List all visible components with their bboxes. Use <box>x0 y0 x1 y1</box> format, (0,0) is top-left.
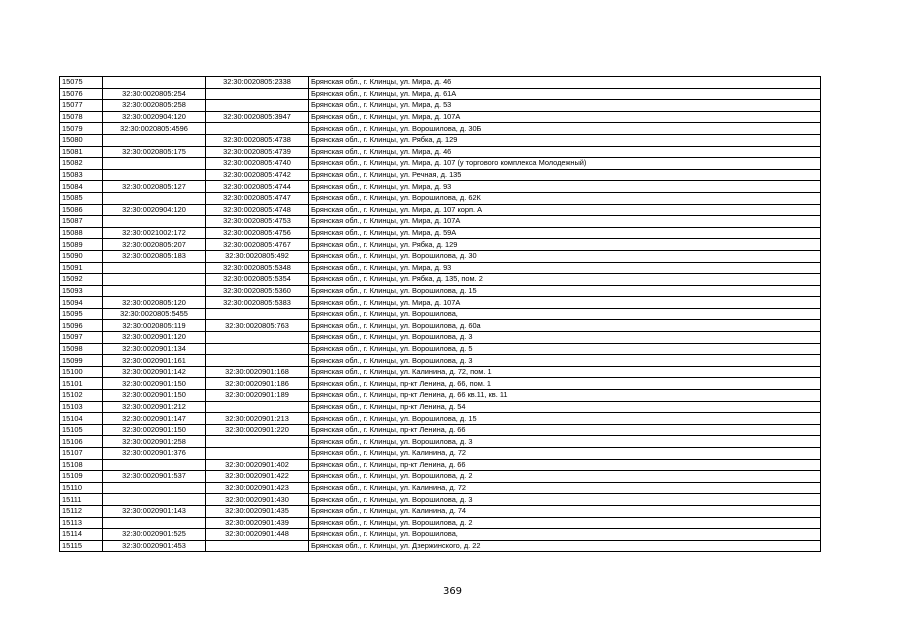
address-cell: Брянская обл., г. Клинцы, ул. Рябка, д. 129 <box>309 134 821 146</box>
cadastral-object-cell: 32:30:0020901:189 <box>206 390 309 402</box>
cadastral-object-cell: 32:30:0020901:448 <box>206 529 309 541</box>
row-number-cell: 15090 <box>60 250 103 262</box>
table-row <box>60 320 821 332</box>
address-cell: Брянская обл., г. Клинцы, ул. Мира, д. 93 <box>309 262 821 274</box>
cadastral-object-cell: 32:30:0020805:4767 <box>206 239 309 251</box>
cadastral-parcel-cell: 32:30:0020901:161 <box>103 355 206 367</box>
row-number-cell: 15109 <box>60 471 103 483</box>
registry-table <box>59 76 821 552</box>
address-cell: Брянская обл., г. Клинцы, ул. Дзержинского, д. 22 <box>309 540 821 552</box>
table-row <box>60 227 821 239</box>
cadastral-object-cell <box>206 332 309 344</box>
table-row <box>60 239 821 251</box>
address-cell: Брянская обл., г. Клинцы, ул. Рябка, д. 129 <box>309 239 821 251</box>
table-row <box>60 204 821 216</box>
row-number-cell: 15093 <box>60 285 103 297</box>
table-row <box>60 459 821 471</box>
cadastral-parcel-cell <box>103 77 206 89</box>
cadastral-parcel-cell: 32:30:0020805:119 <box>103 320 206 332</box>
cadastral-parcel-cell: 32:30:0020805:127 <box>103 181 206 193</box>
row-number-cell: 15075 <box>60 77 103 89</box>
cadastral-object-cell <box>206 448 309 460</box>
cadastral-parcel-cell: 32:30:0020901:525 <box>103 529 206 541</box>
address-cell: Брянская обл., г. Клинцы, ул. Мира, д. 53 <box>309 100 821 112</box>
address-cell: Брянская обл., г. Клинцы, ул. Мира, д. 93 <box>309 181 821 193</box>
address-cell: Брянская обл., г. Клинцы, ул. Ворошилова, д. 30Б <box>309 123 821 135</box>
cadastral-parcel-cell: 32:30:0020901:150 <box>103 390 206 402</box>
address-cell: Брянская обл., г. Клинцы, ул. Калинина, д. 72, пом. 1 <box>309 366 821 378</box>
table-row <box>60 332 821 344</box>
cadastral-object-cell: 32:30:0020901:423 <box>206 482 309 494</box>
table-row <box>60 355 821 367</box>
address-cell: Брянская обл., г. Клинцы, ул. Мира, д. 107А <box>309 111 821 123</box>
cadastral-object-cell: 32:30:0020805:4753 <box>206 216 309 228</box>
cadastral-object-cell: 32:30:0020805:492 <box>206 250 309 262</box>
table-row <box>60 216 821 228</box>
address-cell: Брянская обл., г. Клинцы, ул. Ворошилова, д. 5 <box>309 343 821 355</box>
address-cell: Брянская обл., г. Клинцы, ул. Мира, д. 61А <box>309 88 821 100</box>
cadastral-object-cell: 32:30:0020805:4742 <box>206 169 309 181</box>
address-cell: Брянская обл., г. Клинцы, ул. Ворошилова, д. 2 <box>309 471 821 483</box>
table-row <box>60 482 821 494</box>
row-number-cell: 15106 <box>60 436 103 448</box>
address-cell: Брянская обл., г. Клинцы, ул. Калинина, д. 74 <box>309 505 821 517</box>
cadastral-parcel-cell <box>103 262 206 274</box>
row-number-cell: 15085 <box>60 192 103 204</box>
table-row <box>60 494 821 506</box>
cadastral-object-cell <box>206 436 309 448</box>
cadastral-object-cell: 32:30:0020805:5354 <box>206 274 309 286</box>
address-cell: Брянская обл., г. Клинцы, ул. Ворошилова, <box>309 529 821 541</box>
table-row <box>60 134 821 146</box>
address-cell: Брянская обл., г. Клинцы, ул. Мира, д. 46 <box>309 77 821 89</box>
row-number-cell: 15113 <box>60 517 103 529</box>
row-number-cell: 15076 <box>60 88 103 100</box>
row-number-cell: 15077 <box>60 100 103 112</box>
row-number-cell: 15114 <box>60 529 103 541</box>
cadastral-parcel-cell <box>103 494 206 506</box>
table-row <box>60 517 821 529</box>
row-number-cell: 15111 <box>60 494 103 506</box>
row-number-cell: 15104 <box>60 413 103 425</box>
row-number-cell: 15096 <box>60 320 103 332</box>
cadastral-parcel-cell: 32:30:0020901:453 <box>103 540 206 552</box>
row-number-cell: 15080 <box>60 134 103 146</box>
cadastral-parcel-cell <box>103 158 206 170</box>
cadastral-object-cell: 32:30:0020901:168 <box>206 366 309 378</box>
cadastral-object-cell: 32:30:0020901:430 <box>206 494 309 506</box>
cadastral-object-cell <box>206 355 309 367</box>
cadastral-object-cell <box>206 401 309 413</box>
cadastral-object-cell: 32:30:0020805:4739 <box>206 146 309 158</box>
table-row <box>60 378 821 390</box>
cadastral-object-cell: 32:30:0020805:2338 <box>206 77 309 89</box>
row-number-cell: 15100 <box>60 366 103 378</box>
address-cell: Брянская обл., г. Клинцы, ул. Ворошилова, д. 62К <box>309 192 821 204</box>
row-number-cell: 15098 <box>60 343 103 355</box>
cadastral-object-cell: 32:30:0020805:4756 <box>206 227 309 239</box>
cadastral-parcel-cell: 32:30:0020805:183 <box>103 250 206 262</box>
cadastral-object-cell <box>206 123 309 135</box>
cadastral-parcel-cell: 32:30:0020904:120 <box>103 204 206 216</box>
address-cell: Брянская обл., г. Клинцы, ул. Ворошилова, д. 3 <box>309 332 821 344</box>
cadastral-parcel-cell: 32:30:0020901:376 <box>103 448 206 460</box>
cadastral-parcel-cell <box>103 482 206 494</box>
table-row <box>60 192 821 204</box>
cadastral-parcel-cell <box>103 134 206 146</box>
cadastral-parcel-cell <box>103 274 206 286</box>
cadastral-object-cell: 32:30:0020901:422 <box>206 471 309 483</box>
cadastral-object-cell: 32:30:0020805:5360 <box>206 285 309 297</box>
row-number-cell: 15088 <box>60 227 103 239</box>
cadastral-parcel-cell: 32:30:0020901:134 <box>103 343 206 355</box>
address-cell: Брянская обл., г. Клинцы, пр-кт Ленина, д. 66, пом. 1 <box>309 378 821 390</box>
row-number-cell: 15097 <box>60 332 103 344</box>
address-cell: Брянская обл., г. Клинцы, ул. Мира, д. 107А <box>309 216 821 228</box>
table-row <box>60 77 821 89</box>
address-cell: Брянская обл., г. Клинцы, ул. Речная, д. 135 <box>309 169 821 181</box>
row-number-cell: 15078 <box>60 111 103 123</box>
row-number-cell: 15084 <box>60 181 103 193</box>
table-row <box>60 169 821 181</box>
cadastral-parcel-cell: 32:30:0020805:175 <box>103 146 206 158</box>
table-row <box>60 413 821 425</box>
cadastral-parcel-cell: 32:30:0020901:142 <box>103 366 206 378</box>
cadastral-object-cell: 32:30:0020805:4738 <box>206 134 309 146</box>
table-row <box>60 471 821 483</box>
row-number-cell: 15107 <box>60 448 103 460</box>
address-cell: Брянская обл., г. Клинцы, ул. Ворошилова, д. 3 <box>309 494 821 506</box>
table-row <box>60 111 821 123</box>
row-number-cell: 15083 <box>60 169 103 181</box>
table-row <box>60 285 821 297</box>
row-number-cell: 15110 <box>60 482 103 494</box>
cadastral-parcel-cell: 32:30:0020805:254 <box>103 88 206 100</box>
table-row <box>60 146 821 158</box>
cadastral-object-cell: 32:30:0020805:5383 <box>206 297 309 309</box>
cadastral-object-cell <box>206 343 309 355</box>
address-cell: Брянская обл., г. Клинцы, пр-кт Ленина, д. 66 <box>309 459 821 471</box>
cadastral-parcel-cell: 32:30:0020805:120 <box>103 297 206 309</box>
cadastral-parcel-cell <box>103 192 206 204</box>
table-row <box>60 436 821 448</box>
cadastral-parcel-cell: 32:30:0020805:207 <box>103 239 206 251</box>
address-cell: Брянская обл., г. Клинцы, пр-кт Ленина, д. 66 <box>309 424 821 436</box>
cadastral-object-cell: 32:30:0020805:3947 <box>206 111 309 123</box>
address-cell: Брянская обл., г. Клинцы, ул. Ворошилова, д. 30 <box>309 250 821 262</box>
cadastral-parcel-cell: 32:30:0020805:4596 <box>103 123 206 135</box>
cadastral-parcel-cell: 32:30:0020901:143 <box>103 505 206 517</box>
address-cell: Брянская обл., г. Клинцы, ул. Мира, д. 107 (у торгового комплекса Молодежный) <box>309 158 821 170</box>
cadastral-parcel-cell: 32:30:0020901:212 <box>103 401 206 413</box>
cadastral-parcel-cell: 32:30:0020901:150 <box>103 378 206 390</box>
table-row <box>60 540 821 552</box>
row-number-cell: 15099 <box>60 355 103 367</box>
cadastral-object-cell: 32:30:0020901:435 <box>206 505 309 517</box>
address-cell: Брянская обл., г. Клинцы, ул. Калинина, д. 72 <box>309 448 821 460</box>
row-number-cell: 15082 <box>60 158 103 170</box>
table-row <box>60 297 821 309</box>
row-number-cell: 15103 <box>60 401 103 413</box>
cadastral-parcel-cell <box>103 517 206 529</box>
page-number: 369 <box>442 586 463 597</box>
table-row <box>60 181 821 193</box>
address-cell: Брянская обл., г. Клинцы, ул. Ворошилова, д. 3 <box>309 436 821 448</box>
address-cell: Брянская обл., г. Клинцы, пр-кт Ленина, д. 54 <box>309 401 821 413</box>
cadastral-parcel-cell: 32:30:0020805:5455 <box>103 308 206 320</box>
row-number-cell: 15081 <box>60 146 103 158</box>
cadastral-parcel-cell: 32:30:0020901:258 <box>103 436 206 448</box>
row-number-cell: 15086 <box>60 204 103 216</box>
cadastral-object-cell: 32:30:0020901:213 <box>206 413 309 425</box>
table-row <box>60 262 821 274</box>
row-number-cell: 15101 <box>60 378 103 390</box>
table-row <box>60 448 821 460</box>
address-cell: Брянская обл., г. Клинцы, ул. Ворошилова, д. 3 <box>309 355 821 367</box>
cadastral-object-cell: 32:30:0020901:220 <box>206 424 309 436</box>
cadastral-object-cell: 32:30:0020805:4744 <box>206 181 309 193</box>
table-row <box>60 308 821 320</box>
cadastral-parcel-cell: 32:30:0020805:258 <box>103 100 206 112</box>
row-number-cell: 15105 <box>60 424 103 436</box>
address-cell: Брянская обл., г. Клинцы, ул. Мира, д. 46 <box>309 146 821 158</box>
cadastral-object-cell: 32:30:0020901:439 <box>206 517 309 529</box>
cadastral-object-cell <box>206 88 309 100</box>
table-row <box>60 401 821 413</box>
cadastral-parcel-cell: 32:30:0020901:147 <box>103 413 206 425</box>
cadastral-parcel-cell: 32:30:0020901:150 <box>103 424 206 436</box>
address-cell: Брянская обл., г. Клинцы, ул. Мира, д. 107 корп. А <box>309 204 821 216</box>
address-cell: Брянская обл., г. Клинцы, ул. Ворошилова, д. 15 <box>309 285 821 297</box>
row-number-cell: 15112 <box>60 505 103 517</box>
cadastral-object-cell: 32:30:0020805:4748 <box>206 204 309 216</box>
cadastral-object-cell: 32:30:0020901:402 <box>206 459 309 471</box>
address-cell: Брянская обл., г. Клинцы, ул. Калинина, д. 72 <box>309 482 821 494</box>
table-row <box>60 123 821 135</box>
table-row <box>60 158 821 170</box>
cadastral-parcel-cell <box>103 459 206 471</box>
cadastral-object-cell <box>206 100 309 112</box>
table-row <box>60 343 821 355</box>
address-cell: Брянская обл., г. Клинцы, пр-кт Ленина, д. 66 кв.11, кв. 11 <box>309 390 821 402</box>
row-number-cell: 15092 <box>60 274 103 286</box>
address-cell: Брянская обл., г. Клинцы, ул. Ворошилова, <box>309 308 821 320</box>
cadastral-object-cell <box>206 308 309 320</box>
table-row <box>60 100 821 112</box>
row-number-cell: 15102 <box>60 390 103 402</box>
table-row <box>60 529 821 541</box>
row-number-cell: 15095 <box>60 308 103 320</box>
row-number-cell: 15091 <box>60 262 103 274</box>
cadastral-object-cell: 32:30:0020805:763 <box>206 320 309 332</box>
table-row <box>60 390 821 402</box>
address-cell: Брянская обл., г. Клинцы, ул. Ворошилова, д. 2 <box>309 517 821 529</box>
row-number-cell: 15094 <box>60 297 103 309</box>
cadastral-parcel-cell: 32:30:0020904:120 <box>103 111 206 123</box>
table-row <box>60 505 821 517</box>
cadastral-parcel-cell <box>103 216 206 228</box>
address-cell: Брянская обл., г. Клинцы, ул. Мира, д. 107А <box>309 297 821 309</box>
cadastral-object-cell: 32:30:0020805:5348 <box>206 262 309 274</box>
registry-table-body <box>60 77 821 552</box>
row-number-cell: 15108 <box>60 459 103 471</box>
table-row <box>60 88 821 100</box>
cadastral-parcel-cell <box>103 169 206 181</box>
address-cell: Брянская обл., г. Клинцы, ул. Мира, д. 59А <box>309 227 821 239</box>
row-number-cell: 15115 <box>60 540 103 552</box>
cadastral-parcel-cell: 32:30:0020901:120 <box>103 332 206 344</box>
table-row <box>60 424 821 436</box>
address-cell: Брянская обл., г. Клинцы, ул. Рябка, д. 135, пом. 2 <box>309 274 821 286</box>
cadastral-object-cell: 32:30:0020901:186 <box>206 378 309 390</box>
address-cell: Брянская обл., г. Клинцы, ул. Ворошилова, д. 15 <box>309 413 821 425</box>
row-number-cell: 15087 <box>60 216 103 228</box>
cadastral-parcel-cell: 32:30:0020901:537 <box>103 471 206 483</box>
cadastral-parcel-cell <box>103 285 206 297</box>
table-row <box>60 274 821 286</box>
cadastral-object-cell <box>206 540 309 552</box>
table-row <box>60 366 821 378</box>
table-row <box>60 250 821 262</box>
cadastral-parcel-cell: 32:30:0021002:172 <box>103 227 206 239</box>
address-cell: Брянская обл., г. Клинцы, ул. Ворошилова, д. 60а <box>309 320 821 332</box>
cadastral-object-cell: 32:30:0020805:4740 <box>206 158 309 170</box>
row-number-cell: 15079 <box>60 123 103 135</box>
cadastral-object-cell: 32:30:0020805:4747 <box>206 192 309 204</box>
row-number-cell: 15089 <box>60 239 103 251</box>
